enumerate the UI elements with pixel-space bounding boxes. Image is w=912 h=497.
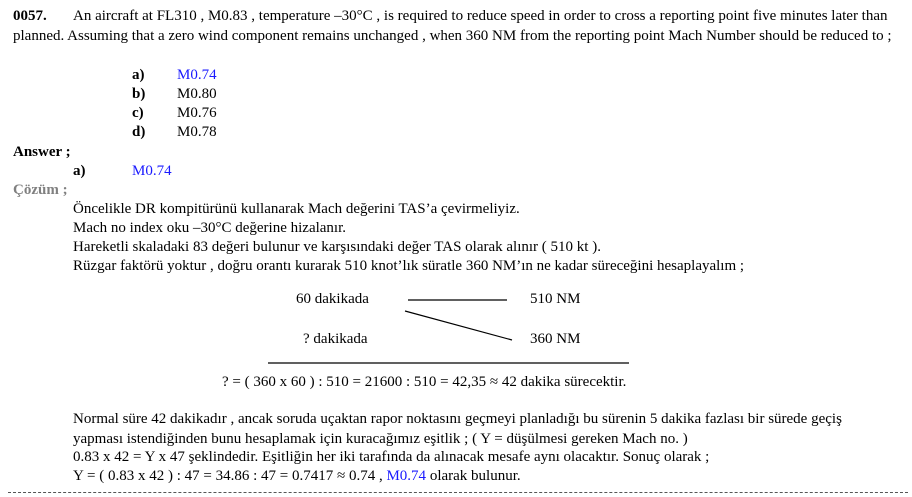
equation-line: 0.83 x 42 = Y x 47 şeklindedir. Eşitliğin her iki tarafında da alınacak mesafe aynı olacaktır. Sonuç olarak ; — [73, 449, 710, 465]
option-a-value: M0.74 — [177, 67, 217, 83]
question-text: An aircraft at FL310 , M0.83 , temperature –30°C , is required to reduce speed in order to cross a reporting point five minutes later than planned. Assuming that a zero wind component remains unchanged , when 360 NM from the reporting point Mach Number should be reduced to ; — [13, 8, 892, 44]
option-a-letter: a) — [132, 67, 145, 83]
option-c-letter: c) — [132, 105, 144, 121]
proportion-bottom-right: 360 NM — [530, 331, 581, 347]
answer-letter: a) — [73, 163, 86, 179]
result-suffix: olarak bulunur. — [426, 468, 521, 484]
proportion-top-right: 510 NM — [530, 291, 581, 307]
conclusion-paragraph: Normal süre 42 dakikadır , ancak soruda uçaktan rapor noktasını geçmeyi planladığı bu sürenin 5 dakika fazlası bir sürede geçiş yapması istendiğinden bunu hesaplamak için kuracağımız eşitlik ; ( Y = düşülmesi gereken Mach no. ) — [73, 411, 842, 447]
answer-label: Answer ; — [13, 144, 71, 160]
answer-value: M0.74 — [132, 163, 172, 179]
question-number: 0057. — [13, 8, 47, 24]
option-b-value: M0.80 — [177, 86, 217, 102]
solution-line-4: Rüzgar faktörü yoktur , doğru orantı kurarak 510 knot’lık süratle 360 NM’ın ne kadar süreceğini hesaplayalım ; — [73, 258, 745, 274]
solution-line-3: Hareketli skaladaki 83 değeri bulunur ve karşısındaki değer TAS olarak alınır ( 510 kt ). — [73, 239, 601, 255]
option-c-value: M0.76 — [177, 105, 217, 121]
option-d-letter: d) — [132, 124, 146, 140]
bottom-dashed-divider — [8, 492, 908, 493]
proportion-diagonal-line — [405, 311, 512, 340]
solution-label: Çözüm ; — [13, 182, 68, 198]
proportion-bottom-left: ? dakikada — [303, 331, 368, 347]
calculation-line: ? = ( 360 x 60 ) : 510 = 21600 : 510 = 42,35 ≈ 42 dakika sürecektir. — [222, 374, 627, 390]
result-prefix: Y = ( 0.83 x 42 ) : 47 = 34.86 : 47 = 0.7417 ≈ 0.74 , — [73, 468, 387, 484]
option-d-value: M0.78 — [177, 124, 217, 140]
result-value: M0.74 — [386, 468, 427, 484]
result-line — [73, 467, 521, 487]
option-b-letter: b) — [132, 86, 146, 102]
proportion-top-left: 60 dakikada — [296, 291, 369, 307]
solution-line-1: Öncelikle DR kompitürünü kullanarak Mach değerini TAS’a çevirmeliyiz. — [73, 201, 520, 217]
solution-line-2: Mach no index oku –30°C değerine hizalanır. — [73, 220, 347, 236]
